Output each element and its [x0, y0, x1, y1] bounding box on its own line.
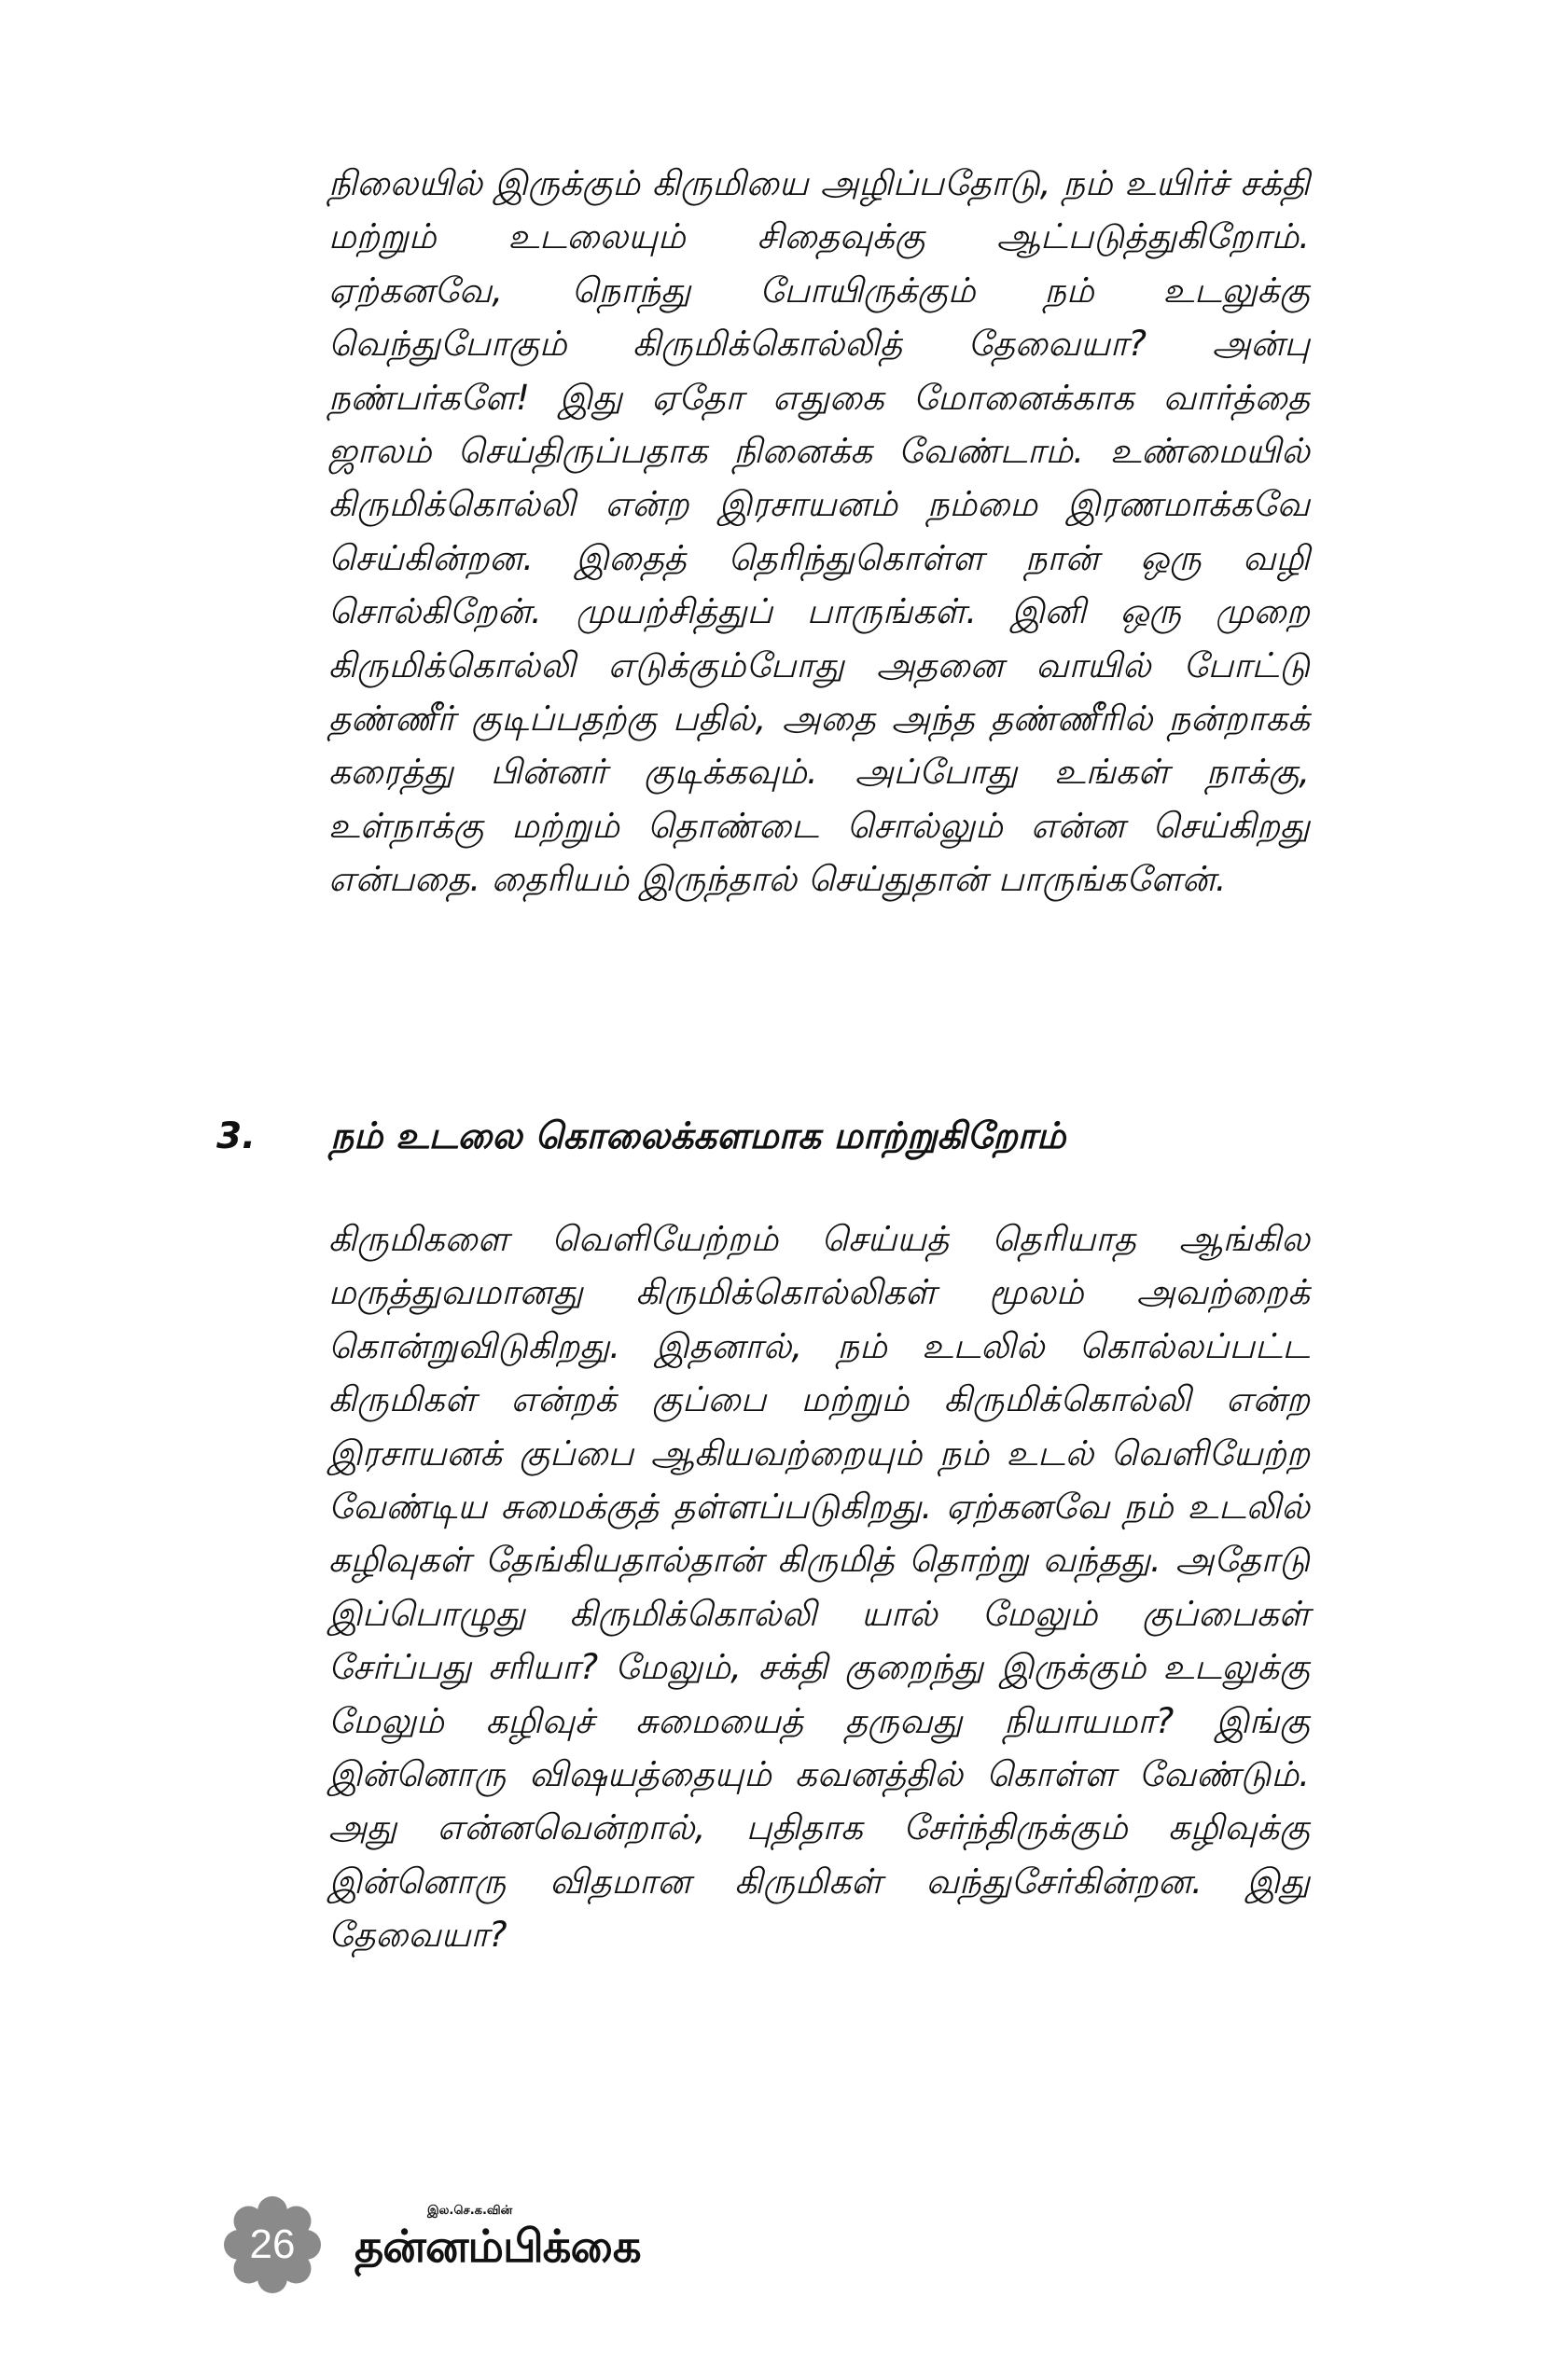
- body-paragraph-1: நிலையில் இருக்கும் கிருமியை அழிப்பதோடு, நம் உயிர்ச் சக்தி மற்றும் உடலையும் சிதைவுக்கு ஆட்படுத்துகிறோம். ஏற்கனவே, நொந்து போயிருக்கும் நம் உடலுக்கு வெந்துபோகும் கிருமிக்கொல்லித் தேவையா? அன்பு நண்பர்களே! இது ஏதோ எதுகை மோனைக்காக வார்த்தை ஜாலம் செய்திருப்பதாக நினைக்க வேண்டாம். உண்மையில் கிருமிக்கொல்லி என்ற இரசாயனம் நம்மை இரணமாக்கவே செய்கின்றன. இதைத் தெரிந்துகொள்ள நான் ஒரு வழி சொல்கிறேன். முயற்சித்துப் பாருங்கள். இனி ஒரு முறை கிருமிக்கொல்லி எடுக்கும்போது அதனை வாயில் போட்டு தண்ணீர் குடிப்பதற்கு பதில், அதை அந்த தண்ணீரில் நன்றாகக் கரைத்து பின்னர் குடிக்கவும். அப்போது உங்கள் நாக்கு, உள்நாக்கு மற்றும் தொண்டை சொல்லும் என்ன செய்கிறது என்பதை. தைரியம் இருந்தால் செய்துதான் பாருங்களேன்.: [328, 163, 1310, 900]
- section-number: 3.: [216, 1115, 256, 1157]
- page-number: 26: [249, 2221, 296, 2267]
- logo-title: தன்னம்பிக்கை: [354, 2221, 641, 2273]
- section-heading: [216, 1110, 1336, 1175]
- logo-subtitle: இல.செ.க.வின்: [427, 2204, 513, 2218]
- page-number-badge: [224, 2196, 321, 2293]
- body-paragraph-2: கிருமிகளை வெளியேற்றம் செய்யத் தெரியாத ஆங்கில மருத்துவமானது கிருமிக்கொல்லிகள் மூலம் அவற்றைக் கொன்றுவிடுகிறது. இதனால், நம் உடலில் கொல்லப்பட்ட கிருமிகள் என்றக் குப்பை மற்றும் கிருமிக்கொல்லி என்ற இரசாயனக் குப்பை ஆகியவற்றையும் நம் உடல் வெளியேற்ற வேண்டிய சுமைக்குத் தள்ளப்படுகிறது. ஏற்கனவே நம் உடலில் கழிவுகள் தேங்கியதால்தான் கிருமித் தொற்று வந்தது. அதோடு இப்பொழுது கிருமிக்கொல்லி யால் மேலும் குப்பைகள் சேர்ப்பது சரியா? மேலும், சக்தி குறைந்து இருக்கும் உடலுக்கு மேலும் கழிவுச் சுமையைத் தருவது நியாயமா? இங்கு இன்னொரு விஷயத்தையும் கவனத்தில் கொள்ள வேண்டும். அது என்னவென்றால், புதிதாக சேர்ந்திருக்கும் கழிவுக்கு இன்னொரு விதமான கிருமிகள் வந்துசேர்கின்றன. இது தேவையா?: [328, 1219, 1310, 1956]
- page-footer: [224, 2196, 672, 2308]
- magazine-logo: [354, 2196, 672, 2299]
- section-title: நம் உடலை கொலைக்களமாக மாற்றுகிறோம்: [330, 1115, 1066, 1157]
